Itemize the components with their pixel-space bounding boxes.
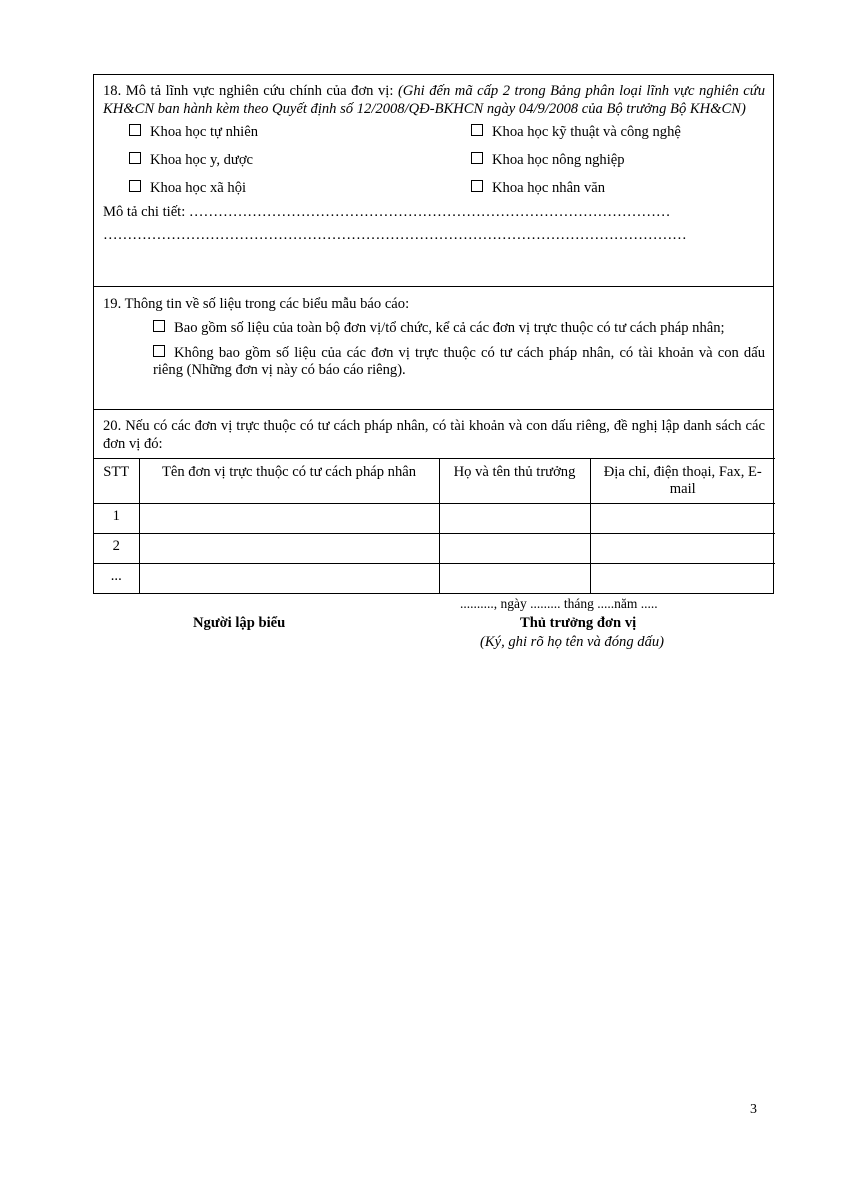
option-medical-sciences[interactable] (129, 152, 471, 172)
table-row (94, 563, 775, 593)
checkbox-icon[interactable] (129, 152, 141, 164)
unit-name-cell[interactable] (139, 503, 439, 533)
head-name-cell[interactable] (439, 503, 590, 533)
option-label: Khoa học tự nhiên (150, 123, 259, 140)
option-label: Không bao gồm số liệu của các đơn vị trực thuộc có tư cách pháp nhân, có tài khoản và con dấu riêng (Những đơn vị này có báo cáo riêng). (153, 344, 765, 379)
option-exclude-legal-units[interactable] (153, 345, 765, 381)
section-20-label: 20. Nếu có các đơn vị trực thuộc có tư cách pháp nhân, có tài khoản và con dấu riêng, đề nghị lập danh sách các đơn vị đó: (103, 418, 765, 452)
option-label: Khoa học xã hội (150, 179, 247, 196)
page-number: 3 (750, 1102, 757, 1117)
checkbox-icon[interactable] (153, 320, 165, 332)
option-label: Khoa học nhân văn (492, 179, 606, 196)
table-row (94, 533, 775, 563)
section-18 (94, 75, 773, 287)
head-name-cell[interactable] (439, 563, 590, 593)
option-social-sciences[interactable] (129, 180, 471, 200)
col-header-head-name: Họ và tên thủ trưởng (439, 458, 590, 503)
research-field-options (129, 124, 765, 200)
head-signature-label: Thủ trưởng đơn vị (520, 615, 637, 631)
unit-name-cell[interactable] (139, 563, 439, 593)
row-number: ... (94, 563, 139, 593)
section-19 (94, 287, 773, 410)
checkbox-icon[interactable] (471, 180, 483, 192)
contact-cell[interactable] (590, 503, 775, 533)
table-row (94, 503, 775, 533)
row-number: 1 (94, 503, 139, 533)
section-18-label: 18. Mô tả lĩnh vực nghiên cứu chính của đơn vị: (103, 83, 394, 99)
option-label: Bao gồm số liệu của toàn bộ đơn vị/tổ chức, kể cả các đơn vị trực thuộc có tư cách pháp nhân; (174, 319, 725, 336)
contact-cell[interactable] (590, 533, 775, 563)
col-header-contact: Địa chỉ, điện thoại, Fax, E-mail (590, 458, 775, 503)
col-header-unit-name: Tên đơn vị trực thuộc có tư cách pháp nhân (139, 458, 439, 503)
table-header-row (94, 458, 775, 503)
section-19-label: 19. Thông tin về số liệu trong các biểu mẫu báo cáo: (103, 296, 410, 312)
affiliated-units-table (94, 458, 775, 593)
checkbox-icon[interactable] (129, 124, 141, 136)
option-engineering-technology[interactable] (471, 124, 771, 144)
detail-description-field[interactable]: Mô tả chi tiết: ……………………………………………………………………………………… (103, 203, 671, 220)
row-number: 2 (94, 533, 139, 563)
date-line: .........., ngày ......... tháng .....năm ..... (460, 596, 658, 611)
checkbox-icon[interactable] (471, 124, 483, 136)
option-label: Khoa học kỹ thuật và công nghệ (492, 123, 681, 140)
section-20 (94, 410, 773, 593)
checkbox-icon[interactable] (471, 152, 483, 164)
option-include-all-units[interactable] (153, 320, 765, 338)
checkbox-icon[interactable] (153, 345, 165, 357)
option-humanities[interactable] (471, 180, 771, 200)
detail-description-line-2[interactable]: ………………………………………………………………………………………………………… (103, 227, 687, 244)
head-name-cell[interactable] (439, 533, 590, 563)
contact-cell[interactable] (590, 563, 775, 593)
col-header-stt: STT (94, 458, 139, 503)
section-18-heading (103, 83, 765, 119)
report-form (93, 74, 774, 594)
option-label: Khoa học y, dược (150, 151, 254, 168)
checkbox-icon[interactable] (129, 180, 141, 192)
section-18-note: (Ghi đến mã cấp 2 trong Bảng phân loại lĩnh vực nghiên cứu KH&CN ban hành kèm theo Quyết định số 12/2008/QĐ-BKHCN ngày 04/9/2008 của Bộ trưởng Bộ KH&CN) (103, 83, 766, 117)
option-natural-sciences[interactable] (129, 124, 471, 144)
preparer-signature-label: Người lập biểu (193, 615, 286, 631)
option-label: Khoa học nông nghiệp (492, 151, 625, 168)
unit-name-cell[interactable] (139, 533, 439, 563)
option-agricultural-sciences[interactable] (471, 152, 771, 172)
signature-note: (Ký, ghi rõ họ tên và đóng dấu) (480, 634, 665, 650)
